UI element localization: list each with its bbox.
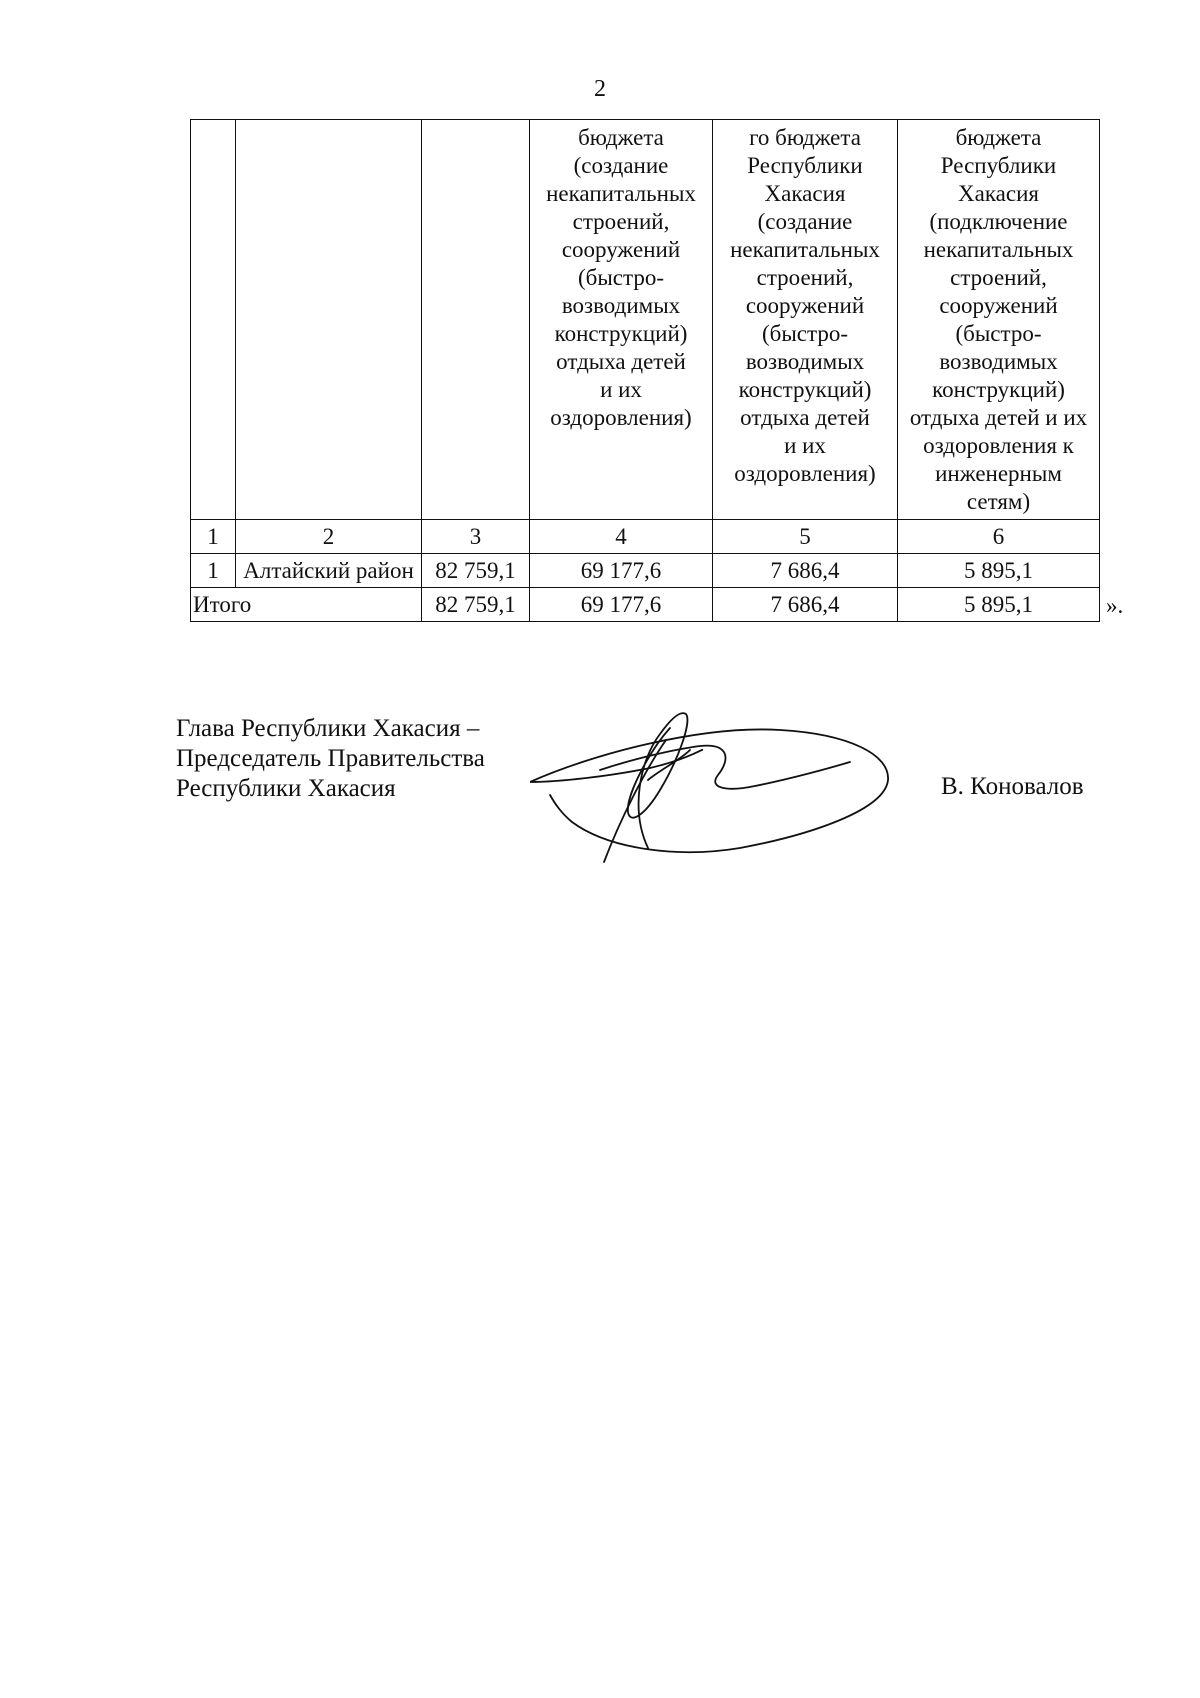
signatory-title-line: Глава Республики Хакасия – [176,715,480,742]
amount-col6: 5 895,1 [898,554,1100,588]
table-header-row [191,120,1100,520]
total-label: Итого [191,588,422,622]
region-name: Алтайский район [236,554,422,588]
table-row [191,554,1100,588]
total-amount: 82 759,1 [422,554,530,588]
budget-distribution-table [190,119,1100,622]
signer-name: В. Коновалов [941,773,1084,800]
column-number: 3 [422,520,530,554]
amount-col5: 7 686,4 [713,554,898,588]
header-cell-4: бюджета (создание некапитальных строений, сооружений (быстро- возводимых конструкций) отдыха детей и их оздоровления) [530,120,713,520]
signatory-title [176,714,485,804]
total-row [191,588,1100,622]
signatory-title-line: Председатель Правительства [176,745,485,772]
handwritten-signature [530,700,930,880]
column-number: 1 [191,520,236,554]
total-col4: 69 177,6 [530,588,713,622]
total-col5: 7 686,4 [713,588,898,622]
column-number: 4 [530,520,713,554]
header-cell-5: го бюджета Республики Хакасия (создание некапитальных строений, сооружений (быстро- возводимых конструкций) отдыха детей и их оздоровления) [713,120,898,520]
total-amount: 82 759,1 [422,588,530,622]
page-number: 2 [594,76,606,102]
column-number: 5 [713,520,898,554]
signatory-title-line: Республики Хакасия [176,775,396,802]
header-cell-6: бюджета Республики Хакасия (подключение некапитальных строений, сооружений (быстро- возводимых конструкций) отдыха детей и их оздоровления к инженерным сетям) [898,120,1100,520]
closing-quote: ». [1106,593,1124,618]
header-cell-2 [236,120,422,520]
header-cell-3 [422,120,530,520]
row-number: 1 [191,554,236,588]
amount-col4: 69 177,6 [530,554,713,588]
header-cell-1 [191,120,236,520]
column-number: 6 [898,520,1100,554]
total-col6: 5 895,1 [898,588,1100,622]
column-number: 2 [236,520,422,554]
column-number-row [191,520,1100,554]
